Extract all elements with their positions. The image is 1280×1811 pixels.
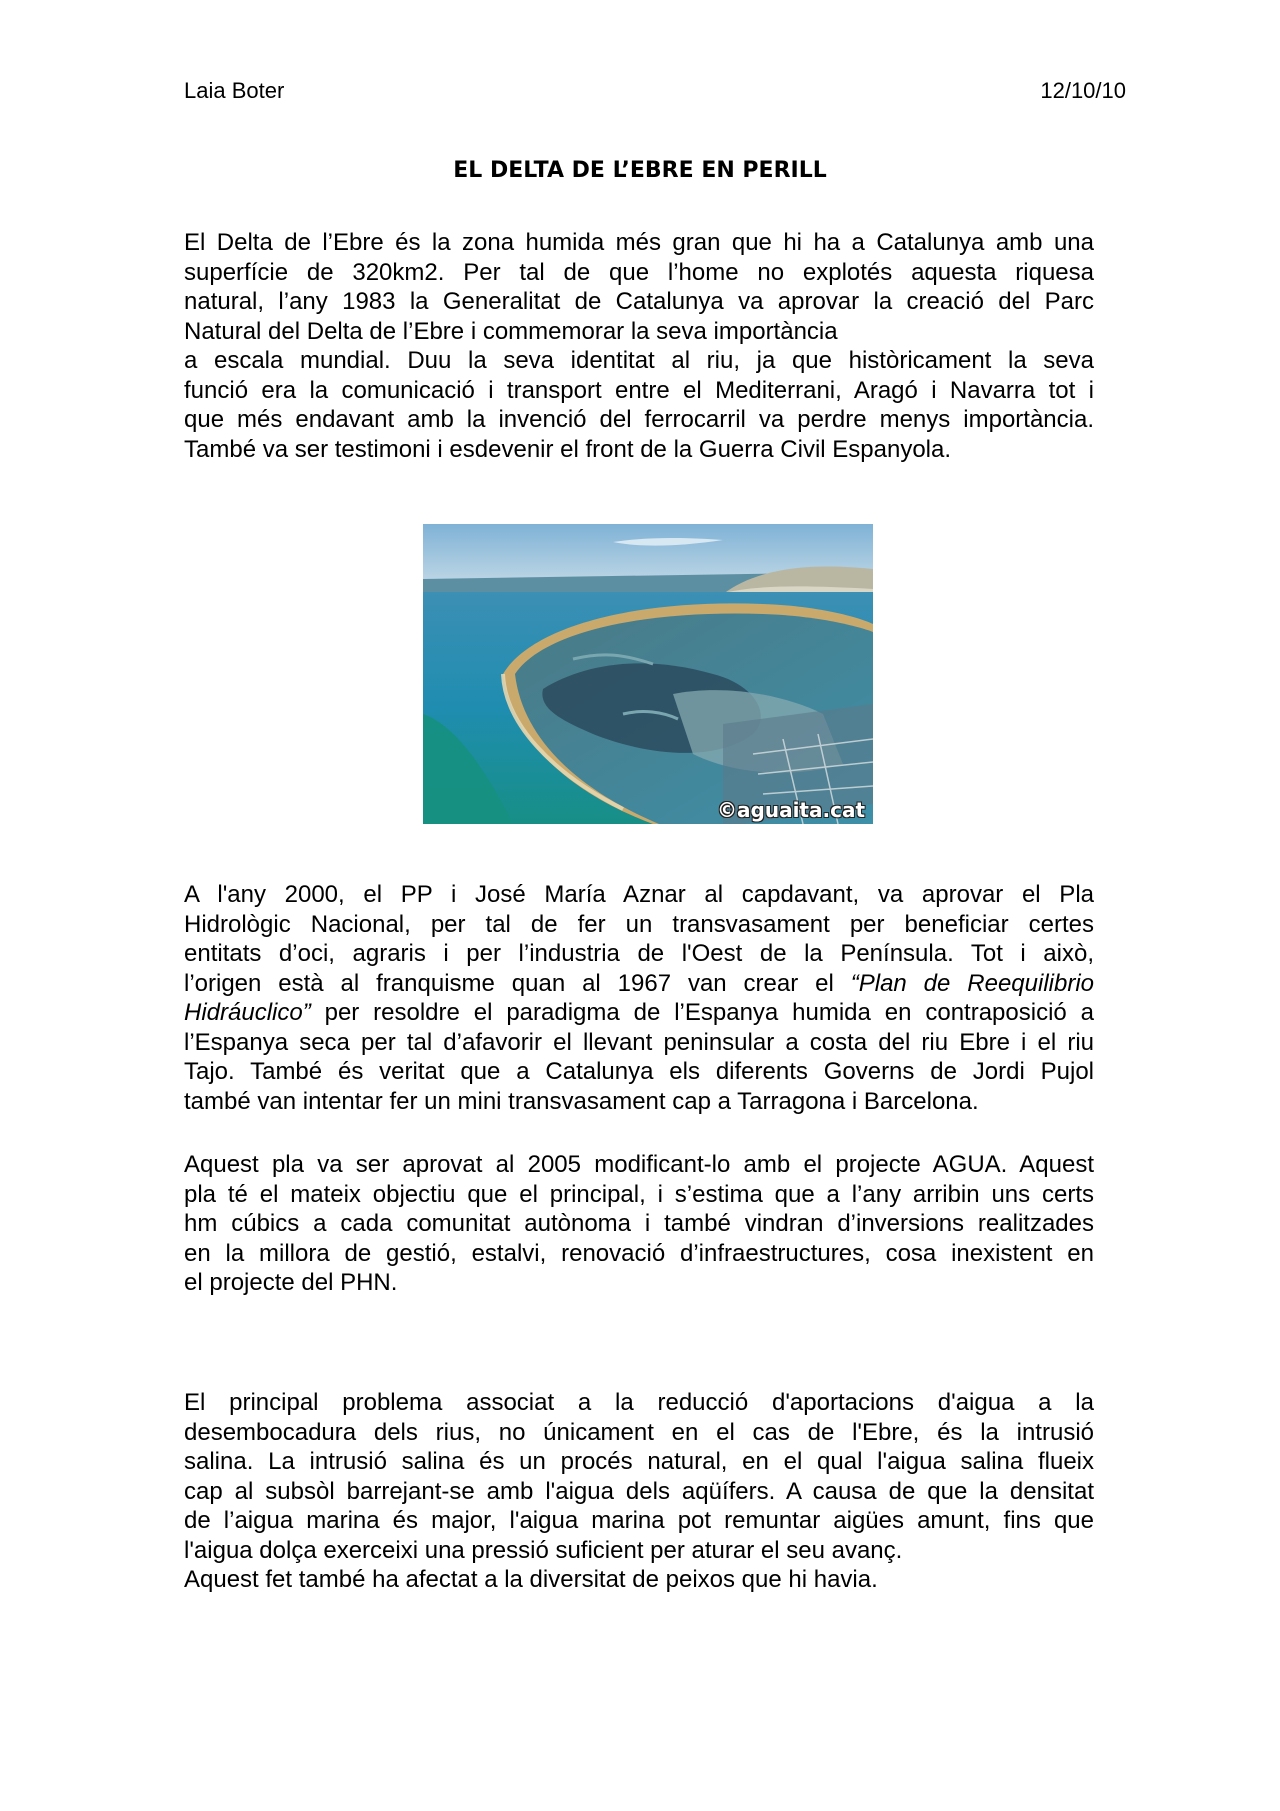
- text-line: També va ser testimoni i esdevenir el front de la Guerra Civil Espanyola.: [184, 435, 952, 463]
- text-line: en la millora de gestió, estalvi, renovació d’infraestructures, cosa inexistent en: [184, 1239, 1094, 1267]
- paragraph-saline-intrusion: [184, 1388, 1094, 1595]
- text-line: el projecte del PHN.: [184, 1269, 398, 1296]
- text-line: de l’aigua marina és major, l'aigua marina pot remuntar aigües amunt, fins que: [184, 1507, 1094, 1534]
- text-line: funció era la comunicació i transport entre el Mediterrani, Aragó i Navarra tot i: [184, 376, 1094, 404]
- page-header: [184, 78, 1126, 108]
- text-line: l’Espanya seca per tal d’afavorir el llevant peninsular a costa del riu Ebre i el riu: [184, 1028, 1094, 1056]
- italic-plan-name: Hidráuclico”: [184, 999, 311, 1026]
- text-line: [184, 998, 1094, 1028]
- text-line: natural, l’any 1983 la Generalitat de Catalunya va aprovar la creació del Parc: [184, 288, 1094, 315]
- text-line: hm cúbics a cada comunitat autònoma i també vindran d’inversions realitzades: [184, 1210, 1094, 1237]
- text-line: l'aigua dolça exerceixi una pressió suficient per aturar el seu avanç.: [184, 1536, 903, 1564]
- author-name: Laia Boter: [184, 78, 285, 103]
- paragraph-agua-project: [184, 1150, 1094, 1298]
- text-line: a escala mundial. Duu la seva identitat al riu, ja que històricament la seva: [184, 347, 1094, 374]
- text-line: desembocadura dels rius, no únicament en el cas de l'Ebre, és la intrusió: [184, 1418, 1094, 1446]
- text-line: cap al subsòl barrejant-se amb l'aigua dels aqüífers. A causa de que la densitat: [184, 1477, 1094, 1505]
- text-line: Natural del Delta de l’Ebre i commemorar la seva importància: [184, 317, 838, 345]
- text-line: El Delta de l’Ebre és la zona humida més gran que hi ha a Catalunya amb una: [184, 229, 1094, 256]
- photo-watermark: ©aguaita.cat: [717, 798, 865, 822]
- text-line: pla té el mateix objectiu que el principal, i s’estima que a l’any arribin uns certs: [184, 1180, 1094, 1208]
- document-date: 12/10/10: [1040, 78, 1126, 103]
- text-line: també van intentar fer un mini transvasament cap a Tarragona i Barcelona.: [184, 1087, 979, 1115]
- text-line: que més endavant amb la invenció del ferrocarril va perdre menys importància.: [184, 406, 1094, 433]
- delta-aerial-photo: [423, 524, 873, 824]
- text-line: Tajo. També és veritat que a Catalunya els diferents Governs de Jordi Pujol: [184, 1058, 1094, 1085]
- text-line: superfície de 320km2. Per tal de que l’home no explotés aquesta riquesa: [184, 258, 1094, 286]
- text-segment: per resoldre el paradigma de l’Espanya humida en contraposició a: [310, 999, 1094, 1026]
- paragraph-hydrological-plan: [184, 880, 1094, 1116]
- text-line: salina. La intrusió salina és un procés natural, en el qual l'aigua salina flueix: [184, 1448, 1094, 1475]
- text-line: A l'any 2000, el PP i José María Aznar al capdavant, va aprovar el Pla: [184, 881, 1094, 908]
- delta-photo-illustration: [423, 524, 873, 824]
- text-line: Hidrològic Nacional, per tal de fer un transvasament per beneficiar certes: [184, 910, 1094, 938]
- italic-plan-name: “Plan de Reequilibrio: [850, 969, 1095, 997]
- paragraph-introduction: [184, 228, 1094, 464]
- text-line: [184, 969, 1094, 999]
- text-line: entitats d’oci, agraris i per l’industria de l'Oest de la Península. Tot i això,: [184, 940, 1094, 967]
- text-line: Aquest fet també ha afectat a la diversitat de peixos que hi havia.: [184, 1566, 878, 1593]
- text-segment: l’origen està al franquisme quan al 1967 van crear el: [184, 969, 851, 997]
- text-line: El principal problema associat a la reducció d'aportacions d'aigua a la: [184, 1389, 1094, 1416]
- text-line: Aquest pla va ser aprovat al 2005 modificant-lo amb el projecte AGUA. Aquest: [184, 1151, 1094, 1178]
- document-title: EL DELTA DE L’EBRE EN PERILL: [453, 158, 827, 183]
